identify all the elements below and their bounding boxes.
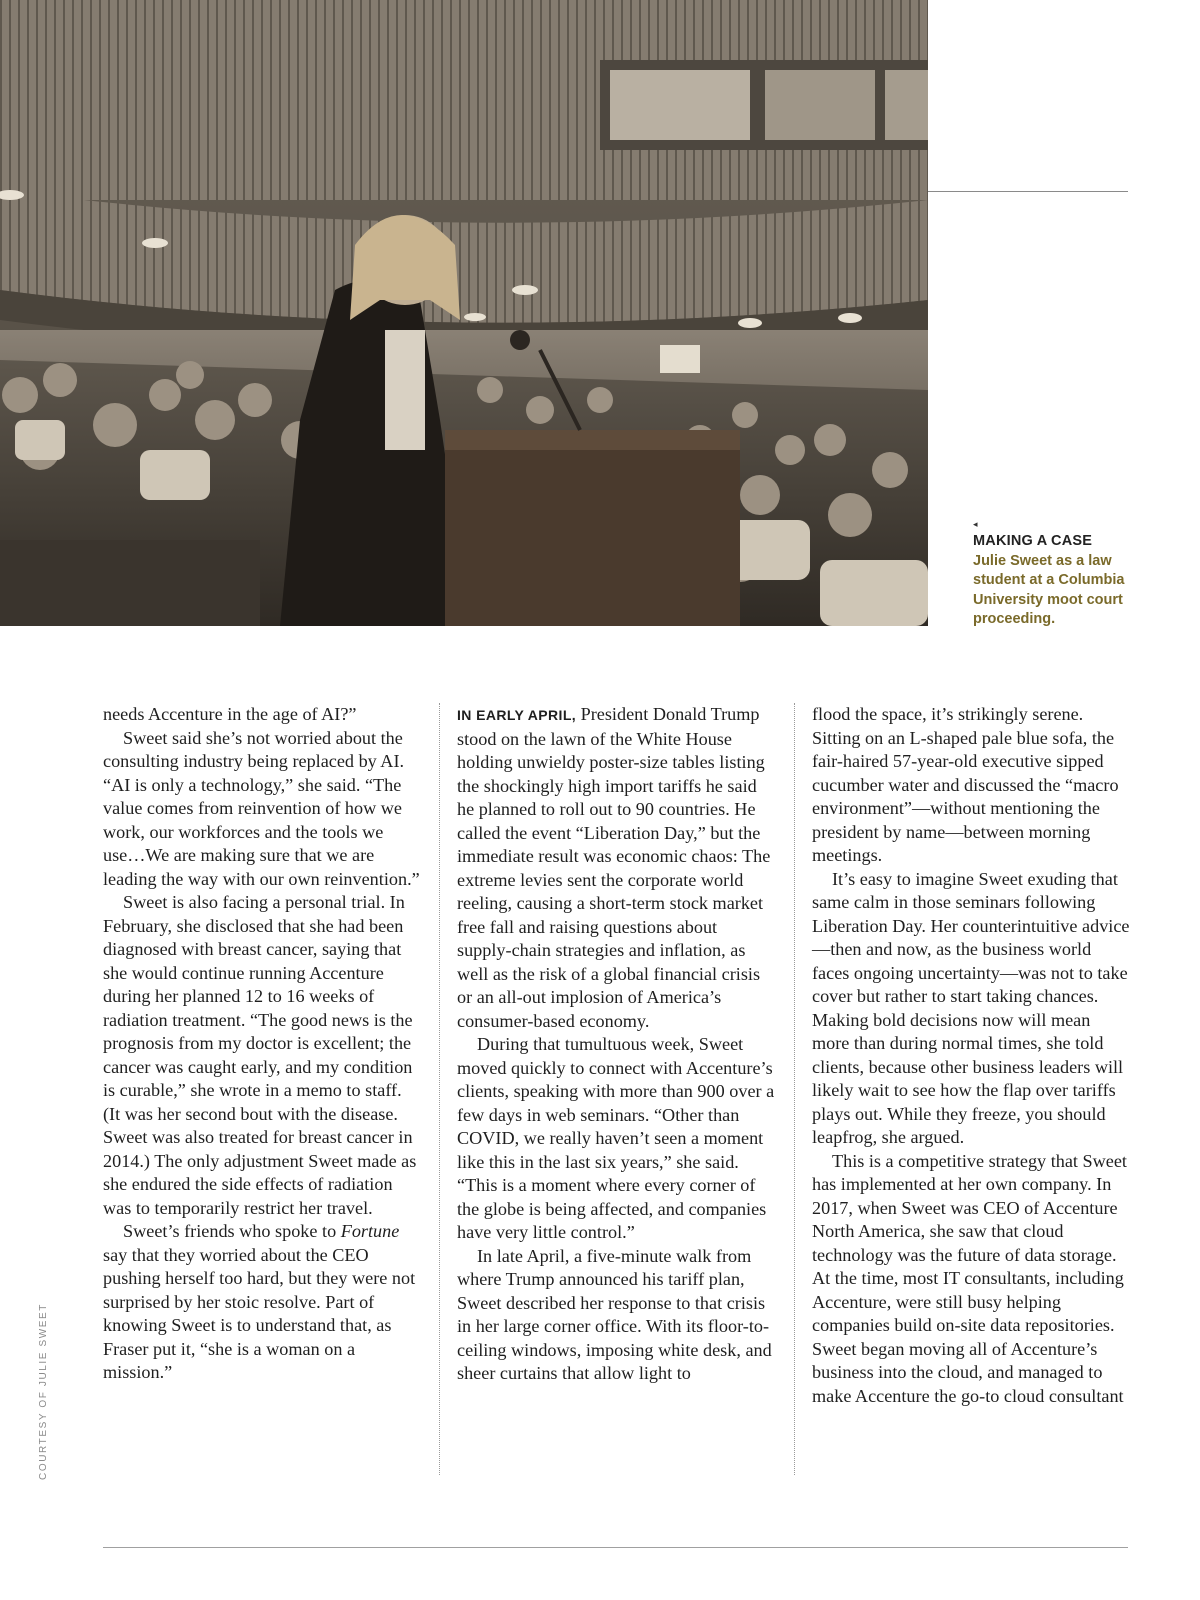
paragraph: flood the space, it’s strikingly serene. Sitting on an L-shaped pale blue sofa, the fair-haired 57-year-old executive sipped cucumber water and discussed the “macro environment”—without mentioning the president by name—between morning meetings.	[812, 704, 1119, 865]
paragraph	[103, 1220, 421, 1385]
paragraph: During that tumultuous week, Sweet moved quickly to connect with Accenture’s clients, speaking with more than 900 over a few days in web seminars. “Other than COVID, we really haven’t seen a moment like this in the last six years,” she said. “This is a moment where every corner of the globe is being affected, and companies have very little control.”	[457, 1034, 775, 1242]
section-lead-in: IN EARLY APRIL,	[457, 707, 577, 723]
paragraph: Sweet said she’s not worried about the consulting industry being replaced by AI. “AI is only a technology,” she said. “The value comes from reinvention of how we work, our workforces and the tools we use…We are making sure that we are leading the way with our own reinvention.”	[103, 727, 420, 889]
paragraph: Sweet is also facing a personal trial. In February, she disclosed that she had been diagnosed with breast cancer, saying that she would continue running Accenture during her planned 12 to 16 weeks of radiation treatment. “The good news is the prognosis from my doctor is excellent; the cancer was caught early, and my condition is curable,” she wrote in a memo to staff. (It was her second bout with the disease. Sweet was also treated for breast cancer in 2014.) The only adjustment Sweet made as she endured the side effects of radiation was to temporarily restrict her travel.	[103, 892, 417, 1218]
paragraph: In late April, a five-minute walk from where Trump announced his tariff plan, Sweet described her response to that crisis in her large corner office. With its floor-to-ceiling windows, imposing white desk, and sheer curtains that allow light to	[457, 1245, 772, 1383]
photo-side-rule	[928, 191, 1128, 192]
magazine-title: Fortune	[340, 1221, 400, 1241]
lecture-hall-illustration	[0, 0, 928, 626]
paragraph-text: say that they worried about the CEO pushing herself too hard, but they were not surprised by her stoic resolve. Part of knowing Sweet is to understand that, as Fraser put it, “she is a woman on a mission.”	[103, 1244, 416, 1382]
archival-photo	[0, 0, 928, 626]
article-column-2	[457, 703, 775, 1386]
article-column-3	[812, 703, 1130, 1408]
paragraph: It’s easy to imagine Sweet exuding that same calm in those seminars following Liberation Day. Her counterintuitive advice—then and now, as the business world faces ongoing uncertainty—was not to take cover but rather to start taking chances. Making bold decisions now will mean more than during normal times, she told clients, because other business leaders will likely wait to see how the flap over tariffs plays out. While they freeze, you should leapfrog, she argued.	[812, 868, 1130, 1147]
article-column-1	[103, 703, 421, 1385]
paragraph: needs Accenture in the age of AI?”	[103, 704, 357, 724]
caption-pointer-icon: ◂	[973, 519, 978, 529]
column-divider	[439, 703, 440, 1475]
page-bottom-rule	[103, 1547, 1128, 1548]
photo-caption	[973, 518, 1133, 630]
photo-credit: COURTESY OF JULIE SWEET	[38, 1302, 49, 1480]
paragraph-text: Sweet’s friends who spoke to	[123, 1221, 337, 1241]
caption-headline: MAKING A CASE	[973, 533, 1093, 549]
paragraph	[457, 703, 775, 1033]
column-divider	[794, 703, 795, 1475]
caption-body: Julie Sweet as a law student at a Columbia University moot court proceeding.	[973, 552, 1125, 627]
paragraph-text: President Donald Trump stood on the lawn of the White House holding unwieldy poster-size tables listing the shockingly high import tariffs he said he planned to roll out to 90 countries. He called the event “Liberation Day,” but the immediate result was economic chaos: The extreme levies sent the corporate world reeling, causing a short-term stock market free fall and raising questions about supply-chain strategies and inflation, as well as the risk of a global financial crisis or an all-out implosion of America’s consumer-based economy.	[457, 704, 771, 1031]
paragraph: This is a competitive strategy that Sweet has implemented at her own company. In 2017, when Sweet was CEO of Accenture North America, she saw that cloud technology was the future of data storage. At the time, most IT consultants, including Accenture, were still busy helping companies build on-site data repositories. Sweet began moving all of Accenture’s business into the cloud, and managed to make Accenture the go-to cloud consultant	[812, 1150, 1127, 1406]
